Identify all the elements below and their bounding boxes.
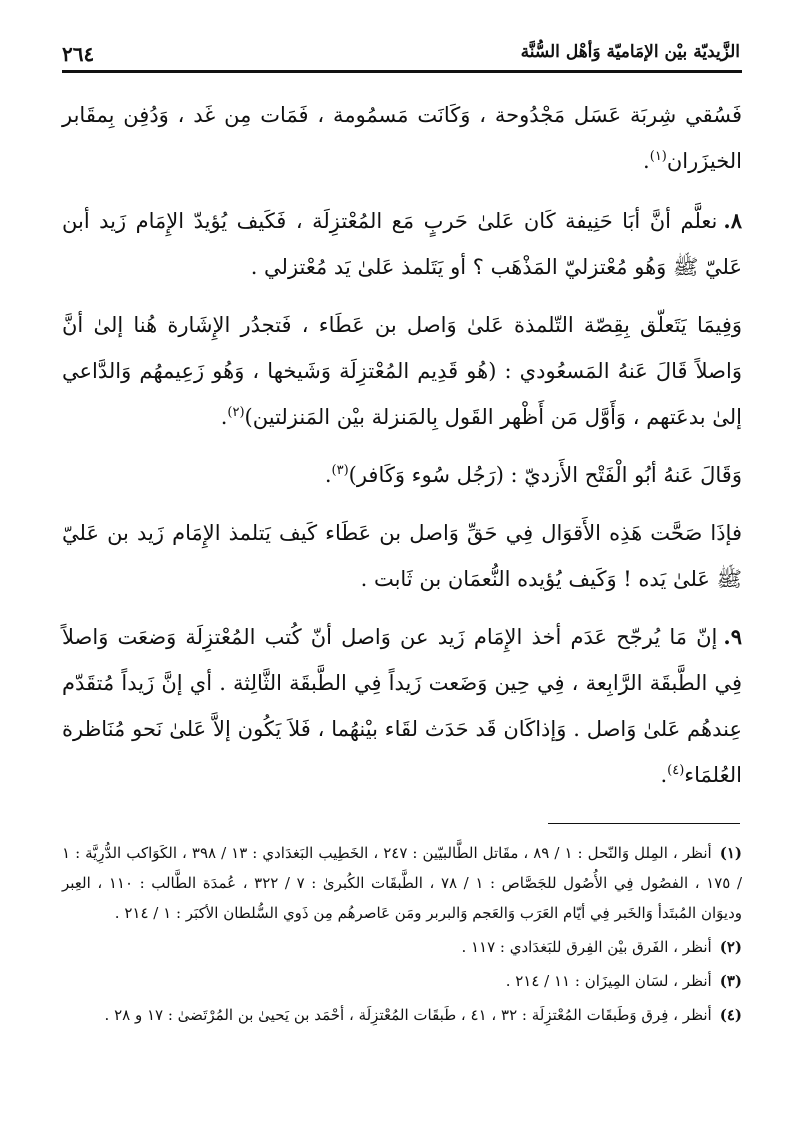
footnote-2-text: أنظر ، الفَرق بيْن الفِرق للبَغدَادي : ١١٧ . <box>461 938 712 956</box>
paragraph-4-text: وَقَالَ عَنهُ أبُو الْفَتْح الأَزديّ : (رَجُل سُوء وَكَافر) <box>348 463 742 487</box>
footnote-4-text: أنظر ، فِرق وَطَبقَات المُعْتزِلَة : ٣٢ ، ٤١ ، طَبقَات المُعْتزِلَة ، أحْمَد بن يَحيىٰ بن المُرْتَضىٰ : ١٧ و ٢٨ . <box>104 1006 712 1024</box>
paragraph-3-text: وَفِيمَا يَتَعلّق بِقِصّة التّلمذة عَلىٰ وَاصل بن عَطَاء ، فَتجدُر الإِشَارة هُنا إلىٰ أنَّ وَاصلاً قَالَ عَنهُ المَسعُودي : (هُو قَدِيم المُعْتزِلَة وَشَيخها ، وَهُو زَعِيمهُم وَالدَّاعي إلىٰ بدعَتهم ، وَأَوَّل مَن أَظْهر القَول بِالمَنزلة بيْن المَنزلتين) <box>62 313 742 429</box>
paragraph-6-end: . <box>660 763 668 787</box>
paragraph-2-text: نعلَّم أنَّ أبَا حَنِيفة كَان عَلىٰ حَربٍ مَع المُعْتزِلَة ، فَكَيف يُؤيدّ الإِمَام زَيد أبن عَليّ ﷺ وَهُو مُعْتزليّ المَذْهَب ؟ أو يَتَلمذ عَلىٰ يَد مُعْتزلي . <box>62 209 742 279</box>
footnote-1-marker: (١) <box>719 844 742 862</box>
main-text <box>62 92 742 810</box>
item-number-9: ٩. <box>723 624 742 649</box>
footnote-1-text: أنظر ، المِلل وَالنّحل : ١ / ٨٩ ، مقَاتل الطَّالبيّين : ٢٤٧ ، الخَطِيب البَغدَادي : ١٣ / ٣٩٨ ، الكَوَاكب الدُّرِيَّة : ١ / ١٧٥ ، الفصُول فِي الأُصُول للجَصَّاص : ١ / ٧٨ ، الطَّبقَات الكُبرىٰ : ٧ / ٣٢٢ ، عُمدَة الطَّالب : ١١٠ ، العِبر وديوَان المُبتَدأ وَالخَبر فِي أيّام العَرَب وَالعَجم وَالبربر ومَن عَاصرهُم مِن ذَوي السُّلطان الأكبَر : ١ / ٢١٤ . <box>62 844 742 922</box>
paragraph-1 <box>62 92 742 184</box>
footnote-3-marker: (٣) <box>719 972 742 990</box>
footnote-ref-2[interactable]: (٢) <box>227 405 245 420</box>
footnote-ref-1[interactable]: (١) <box>649 149 667 164</box>
footnote-ref-4[interactable]: (٤) <box>667 763 685 778</box>
footnote-1 <box>62 838 742 928</box>
footnote-4-marker: (٤) <box>719 1006 742 1024</box>
footnote-2-marker: (٢) <box>719 938 742 956</box>
running-title: الزَّيديّة بيْن الإمَاميّة وَأهْل السُّنَّة <box>520 42 740 62</box>
running-header <box>62 40 742 73</box>
paragraph-1-text: فَسُقي شِربَة عَسَل مَجْدُوحة ، وَكَانَت مَسمُومة ، فَمَات مِن غَد ، وَدُفِن بِمقَابر الخيزَران <box>62 103 742 173</box>
footnote-3-text: أنظر ، لسَان المِيزَان : ١١ / ٢١٤ . <box>505 972 712 990</box>
footnote-4 <box>62 1000 742 1030</box>
footnote-ref-3[interactable]: (٣) <box>331 463 349 478</box>
item-number-8: ٨. <box>723 208 742 233</box>
footnote-2 <box>62 932 742 962</box>
paragraph-4 <box>62 452 742 498</box>
paragraph-6-text: إنّ مَا يُرجّح عَدَم أخذ الإِمَام زَيد عن وَاصل أنّ كُتب المُعْتزِلَة وَضعَت وَاصلاً فِي الطَّبقَة الرَّابِعة ، فِي حِين وَضَعت زَيداً فِي الطَّبقَة الثَّالِثة . أي إنَّ زَيداً مُتقَدّم عِندهُم عَلىٰ وَاصل . وَإذاكَان قَد حَدَث لقَاء بيْنهُما ، فَلاَ يَكُون إلاَّ عَلىٰ نَحو مُنَاظرة العُلمَاء <box>62 625 742 787</box>
paragraph-3 <box>62 302 742 440</box>
footnotes <box>62 838 742 1034</box>
paragraph-3-end: . <box>220 405 228 429</box>
page-number: ٢٦٤ <box>62 42 95 66</box>
footnote-divider <box>548 823 740 824</box>
paragraph-5-text: فإذَا صَحَّت هَذِه الأَقوَال فِي حَقِّ وَاصل بن عَطَاء كَيف يَتلمذ الإِمَام زَيد بن عَليّ ﷺ عَلىٰ يَده ! وَكَيف يُؤيده النُّعمَان بن ثَابت . <box>62 521 742 591</box>
paragraph-1-end: . <box>643 149 650 173</box>
footnote-3 <box>62 966 742 996</box>
paragraph-4-end: . <box>324 463 332 487</box>
paragraph-5 <box>62 510 742 602</box>
paragraph-6 <box>62 614 742 798</box>
paragraph-2 <box>62 198 742 290</box>
